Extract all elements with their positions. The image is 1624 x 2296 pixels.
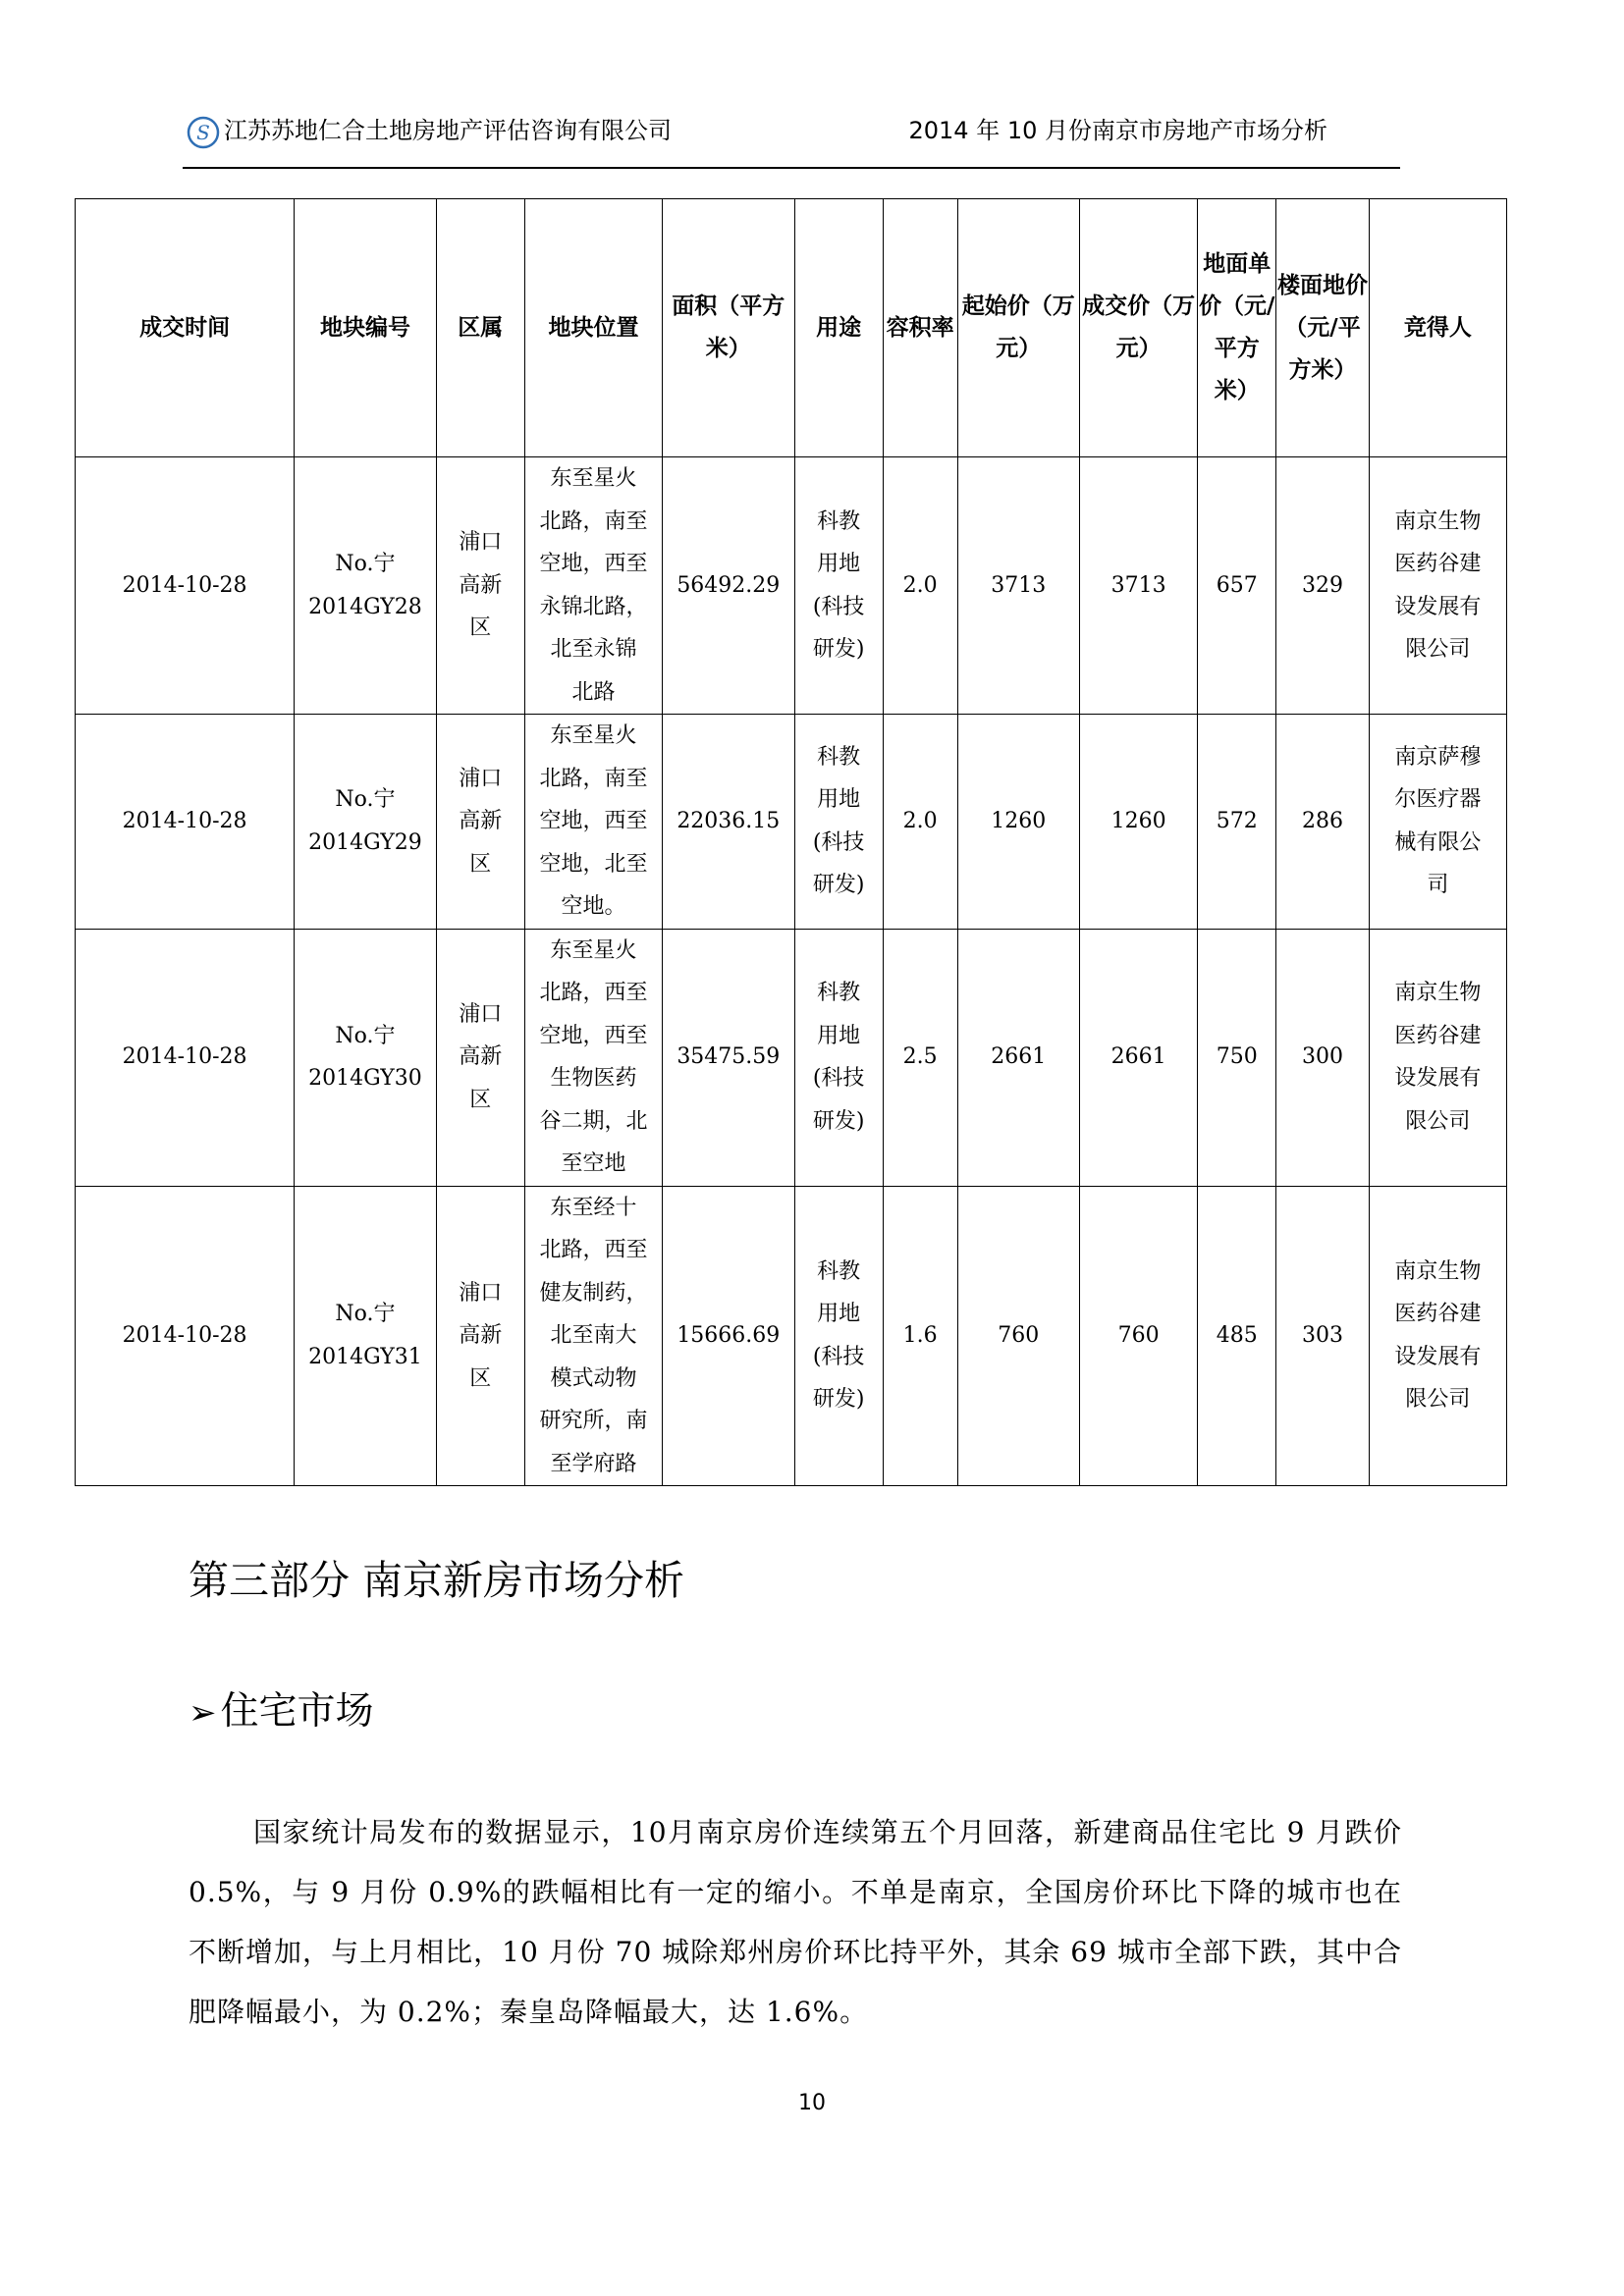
cell-line: 高新 — [459, 1323, 503, 1348]
cell-line: 北路，西至 — [539, 1238, 648, 1262]
subsection-title-text: 住宅市场 — [220, 1689, 374, 1734]
cell-line: 生物医药 — [550, 1066, 637, 1091]
table-cell — [957, 929, 1079, 1186]
cell-line: 760 — [1117, 1323, 1160, 1348]
cell-line: （万元） — [996, 294, 1075, 361]
cell-line: 至空地 — [561, 1151, 626, 1176]
cell-line: 572 — [1216, 809, 1258, 833]
cell-line: 面积（平 — [672, 294, 763, 319]
company-logo-icon — [187, 116, 220, 149]
cell-line: 设发展有 — [1394, 594, 1482, 619]
cell-line: 区 — [469, 1365, 492, 1391]
cell-line: 限公司 — [1405, 637, 1471, 662]
cell-line: 2014-10-28 — [122, 809, 247, 833]
table-cell — [1079, 929, 1197, 1186]
cell-line: 北路，南至 — [539, 508, 648, 534]
cell-line: 空地，西至 — [539, 809, 648, 833]
cell-line: No.宁 — [335, 1302, 396, 1327]
table-cell — [1276, 1186, 1369, 1486]
table-cell — [1198, 715, 1276, 930]
table-cell — [436, 929, 524, 1186]
cell-line: 起始价 — [961, 294, 1030, 319]
table-cell — [1079, 1186, 1197, 1486]
arrow-bullet-icon: ➢ — [189, 1693, 217, 1733]
cell-line: No.宁 — [335, 1023, 396, 1048]
table-cell — [883, 929, 957, 1186]
cell-line: 北至南大 — [550, 1323, 637, 1348]
section-title: 第三部分 南京新房市场分析 — [189, 1557, 685, 1604]
cell-line: 750 — [1216, 1044, 1258, 1070]
cell-line: 尔医疗器 — [1394, 787, 1482, 813]
cell-line: （元 — [1221, 294, 1268, 319]
column-header — [663, 199, 794, 457]
cell-line: 北路 — [571, 679, 616, 705]
table-cell — [883, 1186, 957, 1486]
cell-line: 限公司 — [1405, 1108, 1471, 1134]
cell-line: 医药谷建 — [1394, 1023, 1482, 1048]
cell-line: 科教 — [817, 508, 861, 534]
cell-line: 地块位置 — [548, 314, 639, 341]
table-cell — [1276, 929, 1369, 1186]
cell-line: 楼面 — [1277, 272, 1323, 298]
cell-line: 司 — [1427, 873, 1449, 898]
cell-line: 医药谷建 — [1394, 1302, 1482, 1327]
cell-line: 健友制药， — [539, 1280, 648, 1306]
table-cell — [436, 1186, 524, 1486]
table-header-row — [76, 199, 1507, 457]
cell-line: 南京生物 — [1394, 508, 1482, 534]
cell-line: 南京生物 — [1394, 981, 1482, 1005]
subsection-title — [189, 1686, 374, 1738]
cell-line: 浦口 — [459, 1001, 503, 1027]
table-cell — [295, 929, 437, 1186]
cell-line: 地块编号 — [319, 314, 410, 341]
header-divider — [183, 167, 1400, 169]
table-cell — [663, 457, 794, 715]
table-cell — [295, 1186, 437, 1486]
table-cell — [883, 457, 957, 715]
cell-line: (科技 — [812, 1344, 865, 1369]
table-cell — [1198, 929, 1276, 1186]
table-cell — [957, 715, 1079, 930]
table-cell — [663, 1186, 794, 1486]
column-header — [524, 199, 662, 457]
cell-line: (科技 — [812, 594, 865, 619]
company-name: 江苏苏地仁合土地房地产评估咨询有限公司 — [224, 117, 672, 144]
cell-line: 科教 — [817, 981, 861, 1005]
table-cell — [794, 715, 883, 930]
cell-line: 区 — [469, 851, 492, 877]
cell-line: 限公司 — [1405, 1387, 1471, 1413]
cell-line: 成交价 — [1082, 294, 1151, 319]
cell-line: 设发展有 — [1394, 1344, 1482, 1369]
cell-line: 2661 — [991, 1044, 1047, 1070]
cell-line: 区 — [469, 615, 492, 641]
cell-line: 2014-10-28 — [122, 1323, 247, 1348]
cell-line: 22036.15 — [677, 809, 781, 833]
cell-line: /平 — [1214, 294, 1275, 361]
cell-line: 平方 — [1288, 314, 1361, 383]
cell-line: 竞得人 — [1403, 314, 1472, 341]
cell-line: 地价 — [1323, 272, 1368, 298]
cell-line: No.宁 — [335, 552, 396, 576]
table-row — [76, 457, 1507, 715]
cell-line: 谷二期，北 — [539, 1108, 648, 1134]
cell-line: 760 — [998, 1323, 1040, 1348]
cell-line: 北至永锦 — [550, 637, 637, 662]
cell-line: 单价 — [1199, 251, 1272, 319]
column-header — [794, 199, 883, 457]
table-cell — [1369, 1186, 1506, 1486]
table-cell — [436, 457, 524, 715]
table-cell — [524, 1186, 662, 1486]
table-cell — [1276, 715, 1369, 930]
cell-line: 高新 — [459, 572, 503, 598]
cell-line: 1260 — [1110, 809, 1166, 833]
cell-line: 2.0 — [902, 809, 938, 833]
table-cell — [76, 929, 295, 1186]
table-cell — [524, 457, 662, 715]
cell-line: 区 — [469, 1087, 492, 1112]
cell-line: 2661 — [1110, 1044, 1166, 1070]
cell-line: 用地 — [817, 1023, 861, 1048]
cell-line: 高新 — [459, 1044, 503, 1070]
table-row — [76, 1186, 1507, 1486]
table-cell — [794, 929, 883, 1186]
table-cell — [1079, 715, 1197, 930]
cell-line: (科技 — [812, 829, 865, 855]
cell-line: 1.6 — [902, 1323, 938, 1348]
cell-line: 空地，西至 — [539, 552, 648, 576]
land-transaction-table — [75, 198, 1507, 1486]
column-header — [1079, 199, 1197, 457]
cell-line: 研发) — [812, 1108, 865, 1134]
cell-line: 模式动物 — [550, 1365, 637, 1391]
cell-line: 1260 — [991, 809, 1047, 833]
table-body — [76, 457, 1507, 1486]
table-cell — [524, 929, 662, 1186]
cell-line: 科教 — [817, 744, 861, 770]
table-cell — [76, 1186, 295, 1486]
table-cell — [663, 929, 794, 1186]
cell-line: 用地 — [817, 552, 861, 576]
table-row — [76, 715, 1507, 930]
cell-line: 北路，南至 — [539, 766, 648, 791]
cell-line: （万元） — [1115, 294, 1196, 361]
table-cell — [295, 715, 437, 930]
cell-line: 用地 — [817, 787, 861, 813]
cell-line: 南京萨穆 — [1394, 744, 1482, 770]
column-header — [295, 199, 437, 457]
cell-line: 区属 — [458, 314, 504, 341]
report-title: 2014 年 10 月份南京市房地产市场分析 — [908, 117, 1327, 144]
cell-line: 用地 — [817, 1302, 861, 1327]
cell-line: 设发展有 — [1394, 1066, 1482, 1091]
cell-line: 地面 — [1203, 251, 1249, 277]
table-cell — [1369, 929, 1506, 1186]
cell-line: 医药谷建 — [1394, 552, 1482, 576]
cell-line: 485 — [1216, 1323, 1258, 1348]
column-header — [957, 199, 1079, 457]
cell-line: 空地。 — [561, 894, 626, 919]
cell-line: 研发) — [812, 873, 865, 898]
cell-line: 2014GY28 — [308, 594, 422, 619]
table-cell — [1369, 715, 1506, 930]
cell-line: 3713 — [1110, 572, 1166, 598]
cell-line: 东至星火 — [550, 466, 637, 491]
cell-line: 北路，西至 — [539, 981, 648, 1005]
table-cell — [1369, 457, 1506, 715]
paragraph-text: 国家统计局发布的数据显示，10月南京房价连续第五个月回落，新建商品住宅比 9 月跌价 0.5%，与 9 月份 0.9%的跌幅相比有一定的缩小。不单是南京，全国房价环比下降的城市也在不断增加，与上月相比，10 月份 70 城除郑州房价环比持平外，其余 69 城市全部下跌，其中合肥降幅最小，为 0.2%；秦皇岛降幅最大，达 1.6%。 — [189, 1816, 1402, 2028]
cell-line: 2.0 — [902, 572, 938, 598]
table-cell — [1198, 457, 1276, 715]
cell-line: 方 — [1236, 336, 1260, 361]
column-header — [76, 199, 295, 457]
cell-line: 2.5 — [902, 1044, 938, 1070]
cell-line: (科技 — [812, 1066, 865, 1091]
table-cell — [1276, 457, 1369, 715]
cell-line: 积 — [908, 314, 932, 341]
cell-line: 东至经十 — [550, 1195, 637, 1220]
cell-line: 303 — [1302, 1323, 1343, 1348]
table-cell — [663, 715, 794, 930]
table-cell — [957, 457, 1079, 715]
cell-line: 东至星火 — [550, 937, 637, 963]
cell-line: 用途 — [816, 314, 862, 341]
cell-line: 浦口 — [459, 766, 503, 791]
cell-line: 2014GY30 — [308, 1066, 422, 1091]
table-cell — [1198, 1186, 1276, 1486]
page-number: 10 — [798, 2091, 826, 2115]
cell-line: 高新 — [459, 809, 503, 833]
cell-line: 容 — [886, 314, 909, 341]
cell-line: 286 — [1302, 809, 1343, 833]
cell-line: 研发) — [812, 637, 865, 662]
cell-line: 永锦北路， — [539, 594, 648, 619]
table-cell — [524, 715, 662, 930]
column-header — [436, 199, 524, 457]
column-header — [1369, 199, 1506, 457]
table-row — [76, 929, 1507, 1186]
table-cell — [883, 715, 957, 930]
cell-line: 300 — [1302, 1044, 1343, 1070]
cell-line: 2014-10-28 — [122, 1044, 247, 1070]
cell-line: 米） — [1311, 356, 1357, 383]
table-cell — [76, 715, 295, 930]
table-cell — [436, 715, 524, 930]
cell-line: 15666.69 — [677, 1323, 781, 1348]
cell-line: 方米） — [705, 294, 785, 361]
cell-line: 东至星火 — [550, 723, 637, 748]
cell-line: 浦口 — [459, 530, 503, 556]
cell-line: 空地，西至 — [539, 1023, 648, 1048]
cell-line: 械有限公 — [1394, 829, 1482, 855]
column-header — [1276, 199, 1369, 457]
cell-line: 米） — [1214, 378, 1260, 403]
cell-line: 空地，北至 — [539, 851, 648, 877]
table-cell — [794, 1186, 883, 1486]
cell-line: No.宁 — [335, 787, 396, 813]
body-paragraph — [189, 1802, 1402, 2042]
cell-line: 35475.59 — [677, 1044, 781, 1070]
cell-line: 329 — [1302, 572, 1343, 598]
cell-line: 2014-10-28 — [122, 572, 247, 598]
cell-line: 657 — [1216, 572, 1258, 598]
cell-line: 至学府路 — [550, 1451, 637, 1476]
column-header — [1198, 199, 1276, 457]
logo-text: S — [196, 121, 210, 144]
cell-line: 2014GY31 — [308, 1344, 422, 1369]
table-cell — [1079, 457, 1197, 715]
cell-line: 浦口 — [459, 1280, 503, 1306]
table-cell — [957, 1186, 1079, 1486]
cell-line: 率 — [931, 314, 954, 341]
cell-line: 研发) — [812, 1387, 865, 1413]
column-header — [883, 199, 957, 457]
cell-line: （元/ — [1284, 314, 1338, 341]
table-cell — [295, 457, 437, 715]
table-cell — [794, 457, 883, 715]
cell-line: 研究所，南 — [539, 1409, 648, 1433]
cell-line: 3713 — [991, 572, 1047, 598]
page-header — [183, 110, 1400, 165]
cell-line: 2014GY29 — [308, 829, 422, 855]
cell-line: 56492.29 — [677, 572, 781, 598]
table-cell — [76, 457, 295, 715]
cell-line: 南京生物 — [1394, 1258, 1482, 1284]
cell-line: 成交时间 — [139, 314, 231, 341]
cell-line: 科教 — [817, 1258, 861, 1284]
